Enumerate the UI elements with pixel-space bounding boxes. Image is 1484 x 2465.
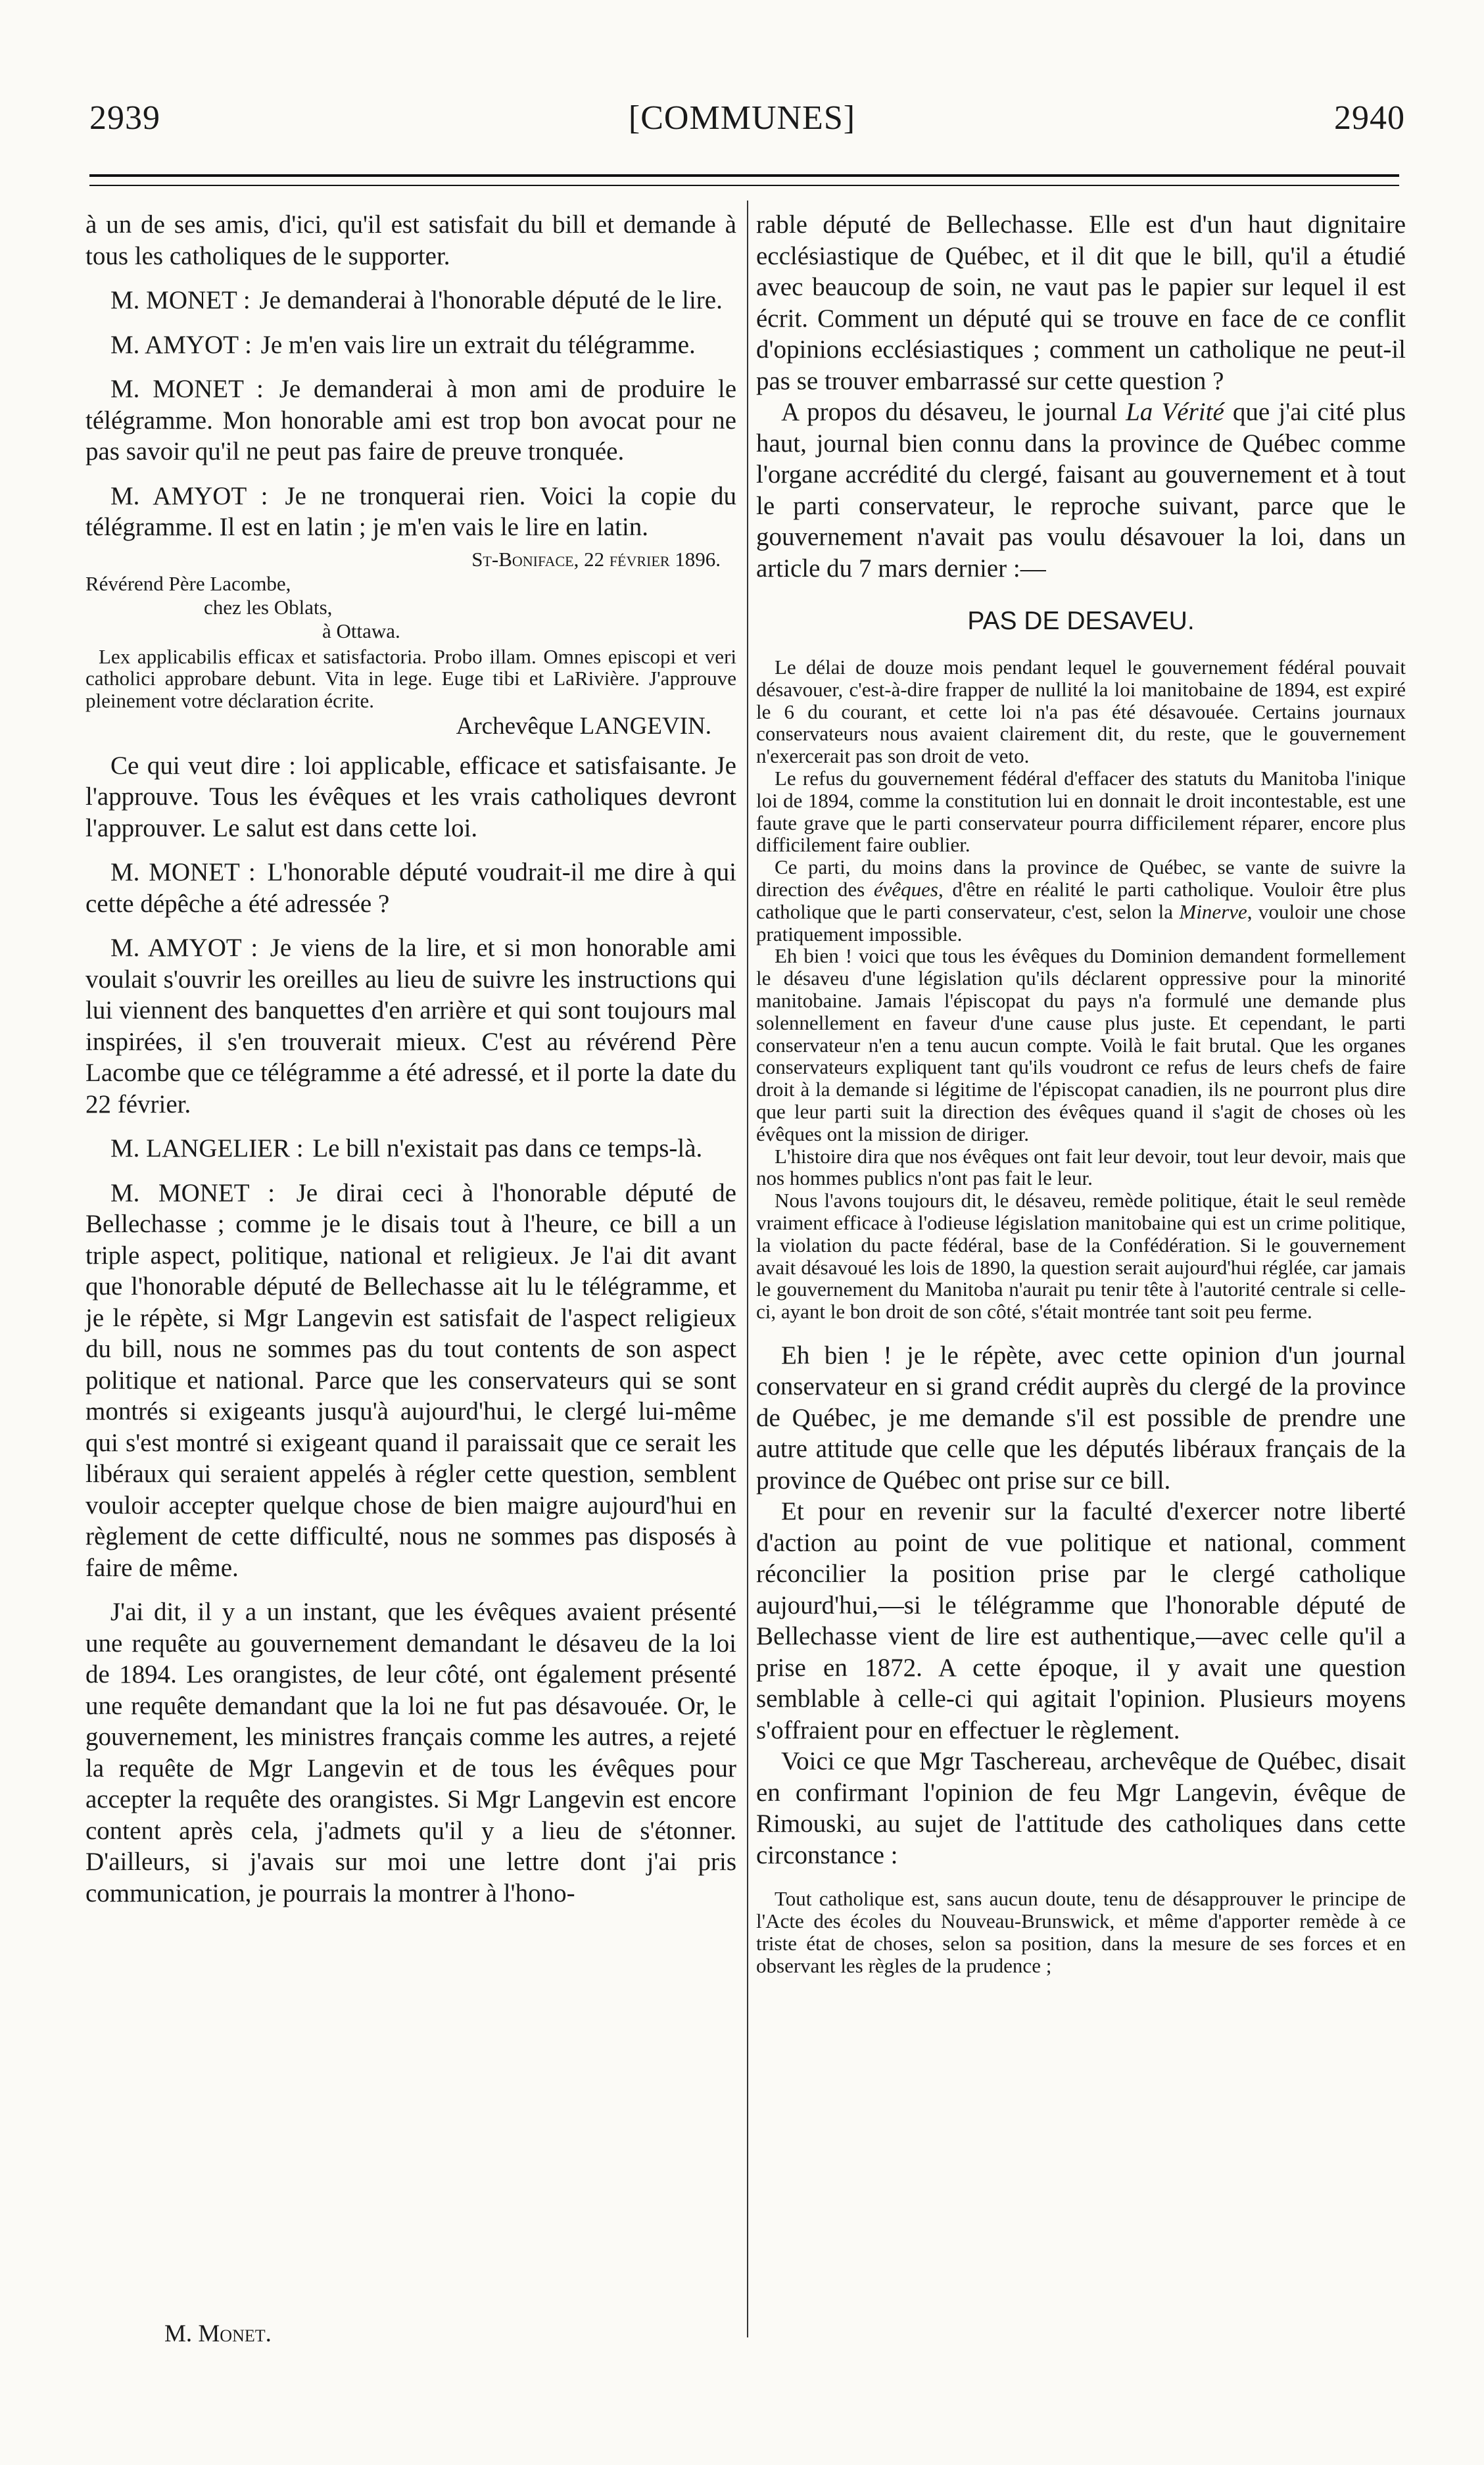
quote-paragraph: L'histoire dira que nos évêques ont fait leur devoir, tout leur devoir, mais que nos hommes publics n'ont pas fait le leur. [756,1144,1406,1190]
quote-paragraph: Tout catholique est, sans aucun doute, tenu de désapprouver le principe de l'Acte des écoles du Nouveau-Brunswick, et même d'apporter remède à ce triste état de choses, selon sa position, dans la mesure de ses forces et en observant les règles de la prudence ; [756,1887,1406,1977]
quote-text: Ce parti, du moins dans la province de Québec, se vante de suivre la direction des [756,855,1406,901]
speech-text: L'honorable député voudrait-il me dire à qui cette dépêche a été adressée ? [85,858,736,918]
left-column [85,209,736,1922]
quote-paragraph: Nous l'avons toujours dit, le désaveu, remède politique, était le seul remède vraiment efficace à l'odieuse législation manitobaine qui est un crime politique, la violation du pacte fédéral, base de la Confédération. Si le gouvernement avait désavoué les lois de 1890, la question serait aujourd'hui réglée, car jamais le gouvernement du Manitoba n'aurait pu tenir tête à l'autorité centrale si celle-ci, ayant le bon droit de son côté, s'était montrée tant soit peu ferme. [756,1189,1406,1324]
speech-text: Je m'en vais lire un extrait du télégramme. [260,330,696,359]
paragraph [756,396,1406,584]
newspaper-title: La Vérité [1126,398,1224,426]
quote-paragraph: Le délai de douze mois pendant lequel le gouvernement fédéral pouvait désavouer, c'est-à-dire frapper de nullité la loi manitobaine de 1894, est expiré le 6 du courant, et cette loi n'a pas été désavouée. Certains journaux conservateurs nous avaient clairement dit, du reste, que le gouvernement n'exercerait pas son droit de veto. [756,656,1406,768]
speech [85,1133,736,1164]
paragraph: Et pour en revenir sur la faculté d'exercer notre liberté d'action au point de vue politique et national, comment réconcilier la position prise par le clergé catholique aujourd'hui,—si le télégramme que l'honorable député de Bellechasse vient de lire est authentique,—avec celle qu'il a prise en 1872. A cette époque, il y avait une question semblable à celle-ci qui agitait l'opinion. Plusieurs moyens s'offraient pour en effectuer le règlement. [756,1497,1406,1744]
emphasis: évêques [873,877,938,901]
running-header: [COMMUNES] [628,99,856,137]
quote-paragraph [756,856,1406,945]
speaker-name: M. AMYOT : [110,934,258,963]
speech [85,932,736,1120]
telegram-address-line: à Ottawa. [322,619,400,642]
quote-title: PAS DE DESAVEU. [967,607,1195,635]
speaker-name: M. AMYOT : [110,481,268,510]
speech-text: Je ne tronquerai rien. Voici la copie du télégramme. Il est en latin ; je m'en vais le lire en latin. [85,481,737,541]
paragraph-text: A propos du désaveu, le journal [781,398,1117,426]
speaker-name: M. MONET : [110,858,256,887]
paragraph: Ce qui veut dire : loi applicable, efficace et satisfaisante. Je l'approuve. Tous les évêques et les vrais catholiques devront l'approuver. Le salut est dans cette loi. [85,751,736,842]
speech-text: Je demanderai à mon ami de produire le télégramme. Mon honorable ami est trop bon avocat pour ne pas savoir qu'il ne peut pas faire de preuve tronquée. [85,375,737,466]
quote-paragraph: Eh bien ! voici que tous les évêques du Dominion demandent formellement le désaveu d'une législation qu'ils déclarent oppressive pour la minorité manitobaine. Jamais l'épiscopat du pays n'a formulé une demande plus solennellement en faveur d'une cause plus juste. Et cependant, le parti conservateur n'en a tenu aucun compte. Voilà le fait brutal. Que les organes conservateurs expliquent tant qu'ils voudront ce refus de leurs chefs de faire droit à la demande si légitime de l'épiscopat canadien, ils ne pourront plus dire que leur parti suit la direction des évêques quand il s'agit de choses où les évêques ont la mission de diriger. [756,944,1406,1145]
column-divider [747,201,748,2337]
telegram-addressee: Révérend Père Lacombe, [85,571,291,595]
header-rule-thin [89,185,1399,186]
speech [85,481,736,543]
page-footer-speaker: M. Monet. [164,2320,272,2347]
paragraph: à un de ses amis, d'ici, qu'il est satisfait du bill et demande à tous les catholiques de le supporter. [85,210,736,270]
paragraph: J'ai dit, il y a un instant, que les évêques avaient présenté une requête au gouvernement demandant le désaveu de la loi de 1894. Les orangistes, de leur côté, ont également présenté une requête demandant que la loi ne fut pas désavouée. Or, le gouvernement, les ministres français comme les autres, a rejeté la requête de Mgr Langevin et de tous les évêques pour accepter la requête des orangistes. Si Mgr Langevin est encore content après cela, j'admets qu'il y a lieu de s'étonner. D'ailleurs, si j'avais sur moi une lettre dont j'ai pris communication, je pourrais la montrer à l'hono- [85,1598,736,1907]
speech-text: Je dirai ceci à l'honorable député de Bellechasse ; comme je le disais tout à l'heure, ce bill a un triple aspect, politique, national et religieux. Je l'ai dit avant que l'honorable député de Bellechasse ait lu le télégramme, et je le répète, si Mgr Langevin est satisfait de l'aspect religieux du bill, nous ne sommes pas du tout contents de son aspect politique et national. Parce que les conservateurs qui se sont montrés si exigeants jusqu'à aujourd'hui, le clergé lui-même qui s'est montré si exigeant quand il paraissait que ce serait les libéraux qui seraient appelés à régler cette question, semblent vouloir accepter quelque chose de bien maigre aujourd'hui en règlement de cette difficulté, nous ne sommes pas disposés à faire de même. [85,1178,736,1582]
speech [85,373,736,467]
header-rule-thick [89,174,1399,177]
speech [85,857,736,919]
speaker-name: M. AMYOT : [110,330,252,359]
paragraph: rable député de Bellechasse. Elle est d'un haut dignitaire ecclésiastique de Québec, et il dit que le bill, qu'il a étudié avec beaucoup de soin, ne vaut pas le papier sur lequel il est écrit. Comment un député qui se trouve en face de ce conflit d'opinions ecclésiastiques ; comment un catholique ne peut-il pas se trouver embarrassé sur cette question ? [756,210,1406,395]
speech-text: Je viens de la lire, et si mon honorable ami voulait s'ouvrir les oreilles au lieu de suivre les instructions qui lui viennent des banquettes d'en arrière et qui sont toujours mal inspirées, il s'en trouverait mieux. C'est au révérend Père Lacombe que ce télégramme a été adressé, et il porte la date du 22 février. [85,934,736,1118]
telegram-date: St-Boniface, 22 février 1896. [471,547,721,571]
page-number-right: 2940 [1334,99,1405,137]
paragraph: Voici ce que Mgr Taschereau, archevêque de Québec, disait en confirmant l'opinion de feu Mgr Langevin, évêque de Rimouski, au sujet de l'attitude des catholiques dans cette circonstance : [756,1747,1406,1869]
speaker-name: M. MONET : [110,1178,275,1207]
speech [85,1178,736,1584]
telegram-signature: Archevêque LANGEVIN. [456,712,711,740]
paragraph: Eh bien ! je le répète, avec cette opinion d'un journal conservateur en si grand crédit auprès du clergé de la province de Québec, je me demande s'il est possible de prendre une autre attitude que celle que les députés libéraux français de la province de Québec ont prise sur ce bill. [756,1341,1406,1495]
speaker-name: M. LANGELIER : [110,1134,304,1163]
quote-text: , vouloir une chose pratiquement impossible. [756,899,1406,945]
speech-text: Le bill n'existait pas dans ce temps-là. [312,1134,703,1163]
telegram-text: Lex applicabilis efficax et satisfactoria. Probo illam. Omnes episcopi et veri catholici approbare debunt. Vita in lege. Euge tibi et LaRivière. J'approuve pleinement votre déclaration écrite. [85,644,736,713]
newspaper-title: Minerve [1179,899,1247,923]
quote-paragraph: Le refus du gouvernement fédéral d'effacer des statuts du Manitoba l'inique loi de 1894, comme la constitution lui en donnait le droit incontestable, est une faute grave que le parti conservateur pourra difficilement réparer, encore plus difficilement faire oublier. [756,766,1406,857]
paragraph-text: que j'ai cité plus haut, journal bien connu dans la province de Québec comme l'organe accrédité du clergé, faisant au gouvernement et à tout le parti conservateur, le reproche suivant, parce que le gouvernement n'avait pas voulu désavouer la loi, dans un article du 7 mars dernier :— [756,398,1406,583]
quote-text: , d'être en réalité le parti catholique. Vouloir être plus catholique que le parti conservateur, c'est, selon la [756,877,1406,923]
telegram-address-line: chez les Oblats, [204,595,333,619]
right-column [756,209,1406,1977]
speech-text: Je demanderai à l'honorable député de le lire. [259,286,723,314]
speaker-name: M. MONET : [110,375,264,403]
speech [85,285,736,316]
page-number-left: 2939 [89,99,160,137]
speaker-name: M. MONET : [110,286,251,314]
speech [85,329,736,361]
